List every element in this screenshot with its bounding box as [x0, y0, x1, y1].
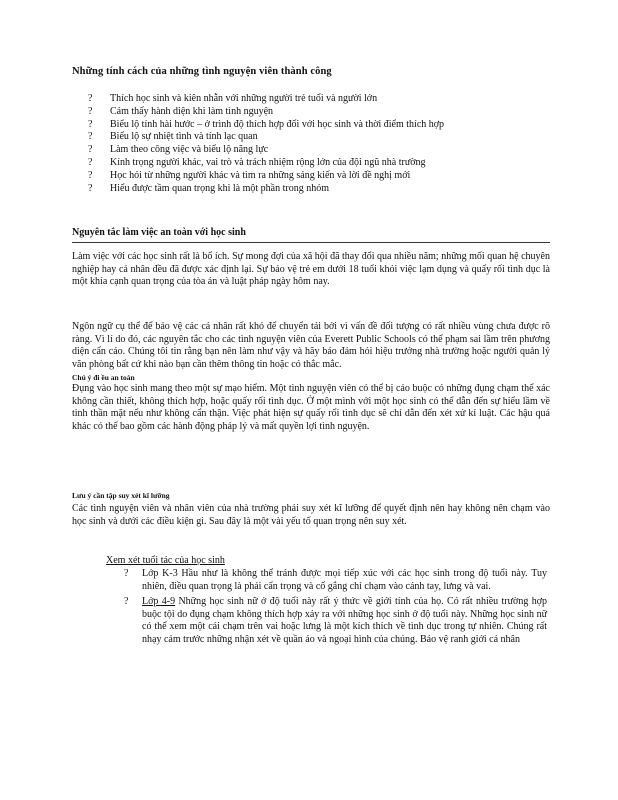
bullet-icon: ?	[124, 568, 129, 579]
list-item: ? Hiểu được tầm quan trọng khi là một phần trong nhóm	[88, 182, 330, 194]
paragraph-judgment: Các tình nguyện viên và nhân viên của nhà trường phải suy xét kĩ lưỡng để quyết định nên hay không nên chạm vào học sinh và dưới các điều kiện gì. Sau đây là một vài yếu tố quan trọng nên suy xét.	[72, 503, 550, 527]
subheading-careful-judgment: Lưu ý cần tập suy xét kĩ lưỡng	[72, 491, 170, 500]
heading-successful-volunteer-traits: Những tính cách của những tình nguyện viên thành công	[72, 66, 332, 77]
traits-list	[88, 93, 548, 195]
list-item: ? Biểu lộ sự nhiệt tình và tính lạc quan	[88, 131, 258, 143]
paragraph-language: Ngôn ngữ cụ thể để bảo vệ các cá nhân rất khó để chuyển tải bởi vì vấn đề đối tượng có rất nhiều vùng chưa được rõ ràng. Vì lí do đó, các nguyên tắc cho các tình nguyện viên của Everett Public Schools có thể phạm sai lầm trên phương diện cẩn cáo. Chúng tôi tin rằng bạn nên làm như vậy và hãy báo đảm hỏi hiệu trưởng nhà trường hoặc người quản lý văn phòng bất cứ khi nào bạn cần thêm thông tin hoặc có thắc mắc.	[72, 321, 550, 370]
heading-safe-work-guidelines: Nguyên tắc làm việc an toàn với học sinh	[72, 227, 246, 238]
bullet-icon: ?	[124, 596, 129, 608]
bullet-icon: ?	[88, 144, 93, 156]
subheading-safety-note: Chú ý đi ều an toàn	[72, 373, 135, 382]
list-item-grade-4-9: ? Lớp 4-9 Những học sinh nữ ở độ tuổi này rất ý thức về giới tính của họ. Có rất nhiều trường hợp buộc tội do đụng chạm không thích hợp xảy ra với những học sinh ở độ tuổi này. Những học sinh nữ có thể xem một cái chạm trên vai hoặc lưng là một kích thích về tình dục trong tự nhiên. Chúng rất nhạy cảm trước những nhận xét về quần áo và ngoại hình của chúng. Bảo vệ ranh giới cá nhân	[124, 596, 547, 645]
heading-student-age: Xem xét tuổi tác của học sinh	[106, 555, 225, 566]
grade-list	[124, 568, 547, 650]
paragraph-intro: Làm việc với các học sinh rất là bổ ích. Sự mong đợi của xã hội đã thay đổi qua nhiều năm; những mối quan hệ chuyên nghiệp hay cá nhân đều đã được xác định lại. Sự bảo vệ trẻ em dưới 18 tuổi khỏi việc lạm dụng và quấy rối tình dục là một khía cạnh quan trọng của tòa án và luật pháp ngày hôm nay.	[72, 251, 550, 288]
bullet-icon: ?	[88, 118, 93, 130]
paragraph-touching-risk: Đụng vào học sinh mang theo một sự mạo hiểm. Một tình nguyện viên có thể bị cáo buộc có những đụng chạm thể xác không cần thiết, không thích hợp, hoặc quấy rối tình dục. Ở một mình với một học sinh có thể dẫn đến sự hiểu lầm về tinh thần mặt nếu như không cẩn thận. Việc phát hiện sự quấy rối tình dục sẽ chỉ dẫn đến xét xử kỉ luật. Các hậu quả khác có thể bao gồm các hành động pháp lý và mất quyền lợi tình nguyện.	[72, 383, 550, 432]
list-item: ? Cảm thấy hành diện khi làm tình nguyện	[88, 105, 274, 117]
list-item-grade-k3: ? Lớp K-3 Hầu như là không thể tránh được mọi tiếp xúc với các học sinh trong độ tuổi này. Tuy nhiên, điều quan trọng là phải cẩn trọng và cố gắng chỉ chạm vào cánh tay, lưng và vai.	[124, 568, 547, 592]
list-item: ? Thích học sinh và kiên nhẫn với những người trẻ tuổi và người lớn	[88, 93, 378, 104]
bullet-icon: ?	[88, 93, 93, 104]
bullet-icon: ?	[88, 169, 93, 181]
list-item: ? Học hỏi từ những người khác và tìm ra những sáng kiến và lời đề nghị mới	[88, 169, 411, 181]
bullet-icon: ?	[88, 182, 93, 194]
bullet-icon: ?	[88, 156, 93, 168]
bullet-icon: ?	[88, 105, 93, 117]
section-divider	[72, 242, 550, 243]
bullet-icon: ?	[88, 131, 93, 143]
list-item: ? Làm theo công việc và biểu lộ năng lực	[88, 144, 269, 156]
list-item: ? Biểu lộ tính hài hước – ở trình độ thích hợp đối với học sinh và thời điểm thích hợp	[88, 118, 445, 130]
list-item: ? Kính trọng người khác, vai trò và trách nhiệm rộng lớn của đội ngũ nhà trường	[88, 156, 426, 168]
